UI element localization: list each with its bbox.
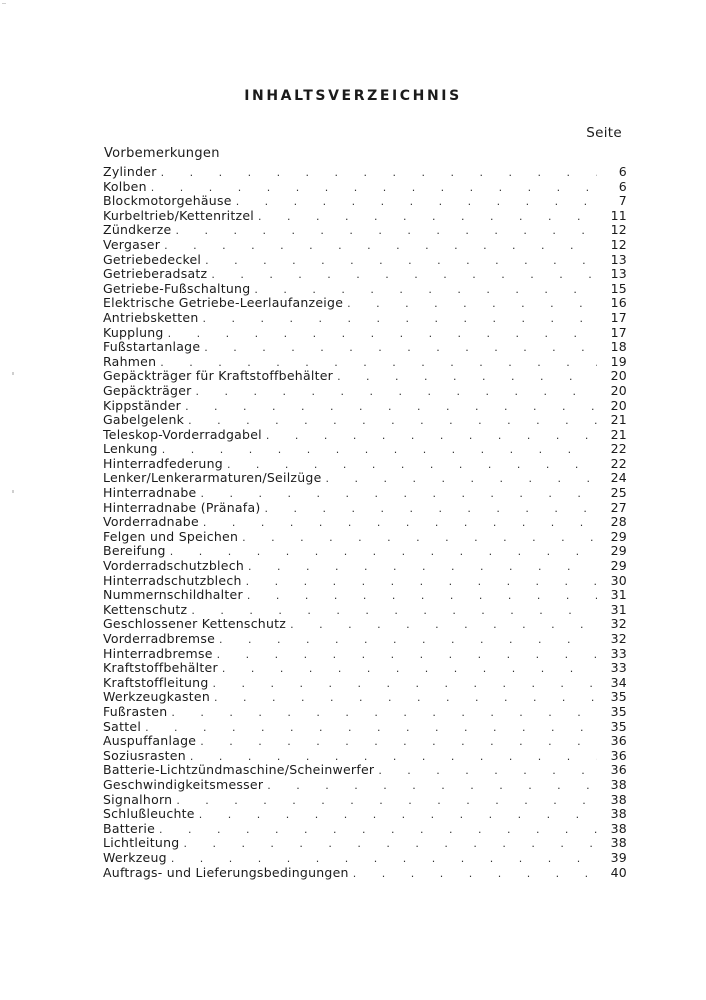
toc-entry-page: 21 <box>610 426 627 442</box>
toc-entry-title: Kraftstoffleitung <box>103 674 209 690</box>
toc-entry <box>103 574 627 589</box>
toc-entry <box>103 384 627 399</box>
toc-entry <box>103 763 627 778</box>
toc-dot-leader <box>353 867 597 882</box>
toc-entry <box>103 282 627 297</box>
toc-entry-title: Kettenschutz <box>103 601 188 617</box>
toc-entry-title: Getriebe-Fußschaltung <box>103 280 251 296</box>
toc-entry-title: Vorderradnabe <box>103 514 199 530</box>
toc-dot-leader <box>176 794 597 809</box>
toc-entry <box>103 632 627 647</box>
toc-entry-title: Kurbeltrieb/Kettenritzel <box>103 207 255 223</box>
toc-dot-leader <box>204 341 597 356</box>
toc-entry-page: 30 <box>610 572 627 588</box>
toc-entry-page: 20 <box>610 382 627 398</box>
toc-dot-leader <box>217 648 597 663</box>
toc-entry-title: Bereifung <box>103 543 166 559</box>
toc-entry-page: 11 <box>610 207 627 223</box>
toc-entry <box>103 340 627 355</box>
toc-dot-leader <box>161 166 597 181</box>
toc-entry <box>103 603 627 618</box>
toc-entry-page: 36 <box>610 733 627 749</box>
toc-entry <box>103 661 627 676</box>
toc-entry-title: Hinterradfederung <box>103 455 223 471</box>
toc-entry-title: Zylinder <box>103 164 157 179</box>
toc-dot-leader <box>175 224 597 239</box>
toc-dot-leader <box>347 297 597 312</box>
toc-entry-title: Werkzeug <box>103 849 167 865</box>
toc-dot-leader <box>214 691 597 706</box>
toc-entry-title: Hinterradnabe (Pränafa) <box>103 499 261 515</box>
toc-entry-page: 35 <box>610 718 627 734</box>
toc-dot-leader <box>248 560 597 575</box>
toc-entry-page: 27 <box>610 499 627 515</box>
toc-entry-page: 20 <box>610 368 627 384</box>
toc-entry-title: Getriebedeckel <box>103 251 202 267</box>
toc-entry-page: 29 <box>610 528 627 544</box>
toc-dot-leader <box>337 370 597 385</box>
toc-entry-title: Kolben <box>103 178 147 194</box>
toc-entry <box>103 399 627 414</box>
toc-entry <box>103 515 627 530</box>
toc-entry-page: 31 <box>610 587 627 603</box>
toc-entry-title: Gepäckträger für Kraftstoffbehälter <box>103 368 334 384</box>
toc-entry-title: Hinterradbremse <box>103 645 213 661</box>
toc-entry-page: 13 <box>610 266 627 282</box>
toc-entry <box>103 851 627 866</box>
toc-entry-page: 22 <box>610 455 627 471</box>
toc-entry-title: Lenkung <box>103 441 158 457</box>
toc-entry-page: 35 <box>610 703 627 719</box>
scan-mark <box>12 372 14 375</box>
toc-dot-leader <box>219 633 597 648</box>
toc-entry-page: 12 <box>610 236 627 252</box>
toc-entry <box>103 267 627 282</box>
toc-entry-page: 35 <box>610 689 627 705</box>
toc-entry-title: Lenker/Lenkerarmaturen/Seilzüge <box>103 470 322 486</box>
toc-dot-leader <box>171 706 597 721</box>
toc-entry-title: Gepäckträger <box>103 382 192 398</box>
page-title: INHALTSVERZEICHNIS <box>244 88 462 104</box>
toc-entry <box>103 486 627 501</box>
toc-entry <box>103 501 627 516</box>
toc-entry <box>103 369 627 384</box>
toc-entry <box>103 778 627 793</box>
toc-entry-page: 31 <box>610 601 627 617</box>
toc-entry-page: 36 <box>610 762 627 778</box>
toc-entry-title: Kupplung <box>103 324 164 340</box>
toc-entry-title: Vorderradschutzblech <box>103 558 245 574</box>
toc-entry <box>103 442 627 457</box>
toc-dot-leader <box>203 312 597 327</box>
toc-entry <box>103 559 627 574</box>
scan-mark <box>12 490 14 493</box>
toc-entry <box>103 355 627 370</box>
toc-entry-page: 38 <box>610 820 627 836</box>
toc-entry-title: Vorderradbremse <box>103 631 216 646</box>
toc-entry <box>103 866 627 881</box>
toc-dot-leader <box>213 677 597 692</box>
toc-dot-leader <box>162 443 597 458</box>
toc-entry-title: Schlußleuchte <box>103 806 195 822</box>
toc-entry-page: 20 <box>610 397 627 413</box>
toc-entry-title: Geschlossener Kettenschutz <box>103 616 287 632</box>
toc-entry-page: 17 <box>610 309 627 325</box>
toc-dot-leader <box>222 662 597 677</box>
table-of-contents <box>103 165 627 880</box>
toc-entry <box>103 223 627 238</box>
toc-entry-title: Soziusrasten <box>103 747 186 763</box>
scan-mark <box>2 3 6 4</box>
toc-entry-title: Signalhorn <box>103 791 173 807</box>
toc-entry-page: 29 <box>610 558 627 574</box>
toc-dot-leader <box>200 735 597 750</box>
page-column-label: Seite <box>586 125 622 141</box>
toc-entry <box>103 180 627 195</box>
toc-dot-leader <box>236 195 597 210</box>
toc-entry-title: Zündkerze <box>103 222 172 238</box>
toc-entry <box>103 647 627 662</box>
toc-dot-leader <box>264 502 597 517</box>
toc-entry-title: Rahmen <box>103 353 157 369</box>
toc-entry-page: 7 <box>618 193 627 209</box>
toc-entry-title: Kippständer <box>103 397 182 413</box>
toc-entry-page: 38 <box>610 835 627 851</box>
toc-entry-title: Hinterradnabe <box>103 485 197 501</box>
toc-entry-page: 21 <box>610 412 627 428</box>
toc-entry-title: Fußrasten <box>103 703 168 719</box>
toc-entry <box>103 617 627 632</box>
toc-dot-leader <box>258 210 597 225</box>
toc-entry <box>103 530 627 545</box>
toc-dot-leader <box>326 472 597 487</box>
toc-entry-title: Sattel <box>103 718 142 734</box>
toc-entry <box>103 165 627 180</box>
toc-entry-page: 32 <box>610 631 627 646</box>
toc-entry <box>103 194 627 209</box>
toc-entry-page: 39 <box>610 849 627 865</box>
toc-entry-page: 38 <box>610 791 627 807</box>
toc-dot-leader <box>199 808 597 823</box>
toc-entry-title: Elektrische Getriebe-Leerlaufanzeige <box>103 295 344 311</box>
toc-entry-title: Geschwindigkeitsmesser <box>103 776 264 792</box>
toc-entry-page: 15 <box>610 280 627 296</box>
toc-dot-leader <box>185 400 597 415</box>
toc-entry-page: 24 <box>610 470 627 486</box>
toc-entry <box>103 705 627 720</box>
toc-dot-leader <box>211 268 597 283</box>
toc-entry <box>103 209 627 224</box>
toc-entry-page: 32 <box>610 616 627 632</box>
toc-dot-leader <box>168 327 597 342</box>
toc-entry-page: 38 <box>610 776 627 792</box>
toc-dot-leader <box>247 589 597 604</box>
toc-entry-page: 40 <box>610 864 627 880</box>
toc-entry-page: 17 <box>610 324 627 340</box>
toc-entry-page: 22 <box>610 441 627 457</box>
toc-entry-page: 36 <box>610 747 627 763</box>
toc-entry-page: 29 <box>610 543 627 559</box>
toc-entry-page: 33 <box>610 660 627 676</box>
toc-entry-title: Nummernschildhalter <box>103 587 243 603</box>
toc-entry <box>103 822 627 837</box>
toc-entry-title: Gabelgelenk <box>103 412 185 428</box>
toc-entry-page: 16 <box>610 295 627 311</box>
toc-entry-title: Auspuffanlage <box>103 733 197 749</box>
toc-entry <box>103 296 627 311</box>
toc-entry-title: Vergaser <box>103 236 161 252</box>
toc-entry-page: 6 <box>618 164 627 179</box>
toc-entry-page: 33 <box>610 645 627 661</box>
toc-entry-page: 25 <box>610 485 627 501</box>
toc-entry-page: 12 <box>610 222 627 238</box>
toc-entry-title: Lichtleitung <box>103 835 180 851</box>
toc-dot-leader <box>164 239 597 254</box>
toc-entry <box>103 588 627 603</box>
toc-entry-title: Batterie-Lichtzündmaschine/Scheinwerfer <box>103 762 375 778</box>
toc-entry <box>103 311 627 326</box>
toc-entry-title: Antriebsketten <box>103 309 199 325</box>
toc-dot-leader <box>159 823 597 838</box>
toc-entry <box>103 734 627 749</box>
toc-entry-title: Blockmotorgehäuse <box>103 193 232 209</box>
toc-entry <box>103 836 627 851</box>
toc-entry <box>103 793 627 808</box>
toc-entry <box>103 238 627 253</box>
preliminary-remarks: Vorbemerkungen <box>104 146 220 161</box>
toc-entry-page: 28 <box>610 514 627 530</box>
toc-dot-leader <box>203 516 597 531</box>
toc-dot-leader <box>378 764 597 779</box>
toc-entry-title: Batterie <box>103 820 156 836</box>
toc-entry-title: Getrieberadsatz <box>103 266 208 282</box>
toc-entry <box>103 428 627 443</box>
toc-entry <box>103 471 627 486</box>
toc-entry <box>103 326 627 341</box>
toc-entry-title: Fußstartanlage <box>103 339 201 355</box>
toc-dot-leader <box>266 429 597 444</box>
toc-entry <box>103 457 627 472</box>
toc-entry <box>103 807 627 822</box>
toc-entry-title: Werkzeugkasten <box>103 689 211 705</box>
toc-dot-leader <box>267 779 597 794</box>
toc-dot-leader <box>246 575 597 590</box>
toc-entry-page: 34 <box>610 674 627 690</box>
toc-entry-page: 18 <box>610 339 627 355</box>
toc-entry <box>103 413 627 428</box>
toc-entry-title: Hinterradschutzblech <box>103 572 242 588</box>
toc-dot-leader <box>290 618 597 633</box>
toc-dot-leader <box>242 531 597 546</box>
toc-dot-leader <box>183 837 597 852</box>
toc-entry-title: Auftrags- und Lieferungsbedingungen <box>103 864 349 880</box>
toc-entry <box>103 749 627 764</box>
toc-dot-leader <box>196 385 597 400</box>
toc-entry <box>103 544 627 559</box>
toc-entry-page: 38 <box>610 806 627 822</box>
toc-entry-title: Felgen und Speichen <box>103 528 239 544</box>
toc-entry-title: Kraftstoffbehälter <box>103 660 218 676</box>
toc-entry-page: 13 <box>610 251 627 267</box>
toc-entry <box>103 720 627 735</box>
toc-dot-leader <box>205 254 597 269</box>
toc-entry <box>103 676 627 691</box>
toc-entry <box>103 253 627 268</box>
toc-dot-leader <box>145 721 597 736</box>
toc-entry-title: Teleskop-Vorderradgabel <box>103 426 262 442</box>
toc-entry <box>103 690 627 705</box>
toc-entry-page: 6 <box>618 178 627 194</box>
toc-entry-page: 19 <box>610 353 627 369</box>
